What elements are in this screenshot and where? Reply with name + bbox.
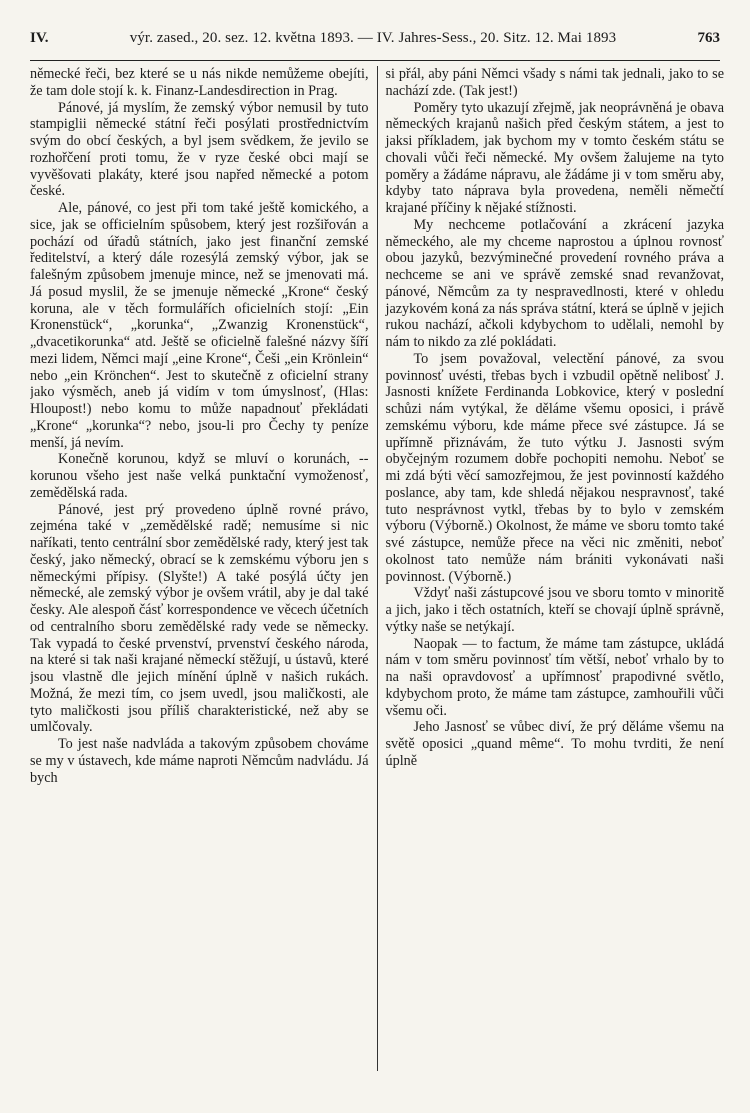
paragraph: Ale, pánové, co jest při tom také ještě komického, a sice, jak se officielním spůsobem, který jest rozšiřován a pochází od úřadů státních, jako jest finanční zemské ředitelství, a který dále rozesýlá zemský výbor, jak se falešným způsobem jmenuje mince, než se jmenovati má. Já posud myslil, že se jmenuje německé „Krone“ český koruna, ale v těch formulářích oficielních stojí: „Ein Kronenstück“, „korunka“, „Zwanzig Kronenstück“, „dvacetikorunka“ atd. Ještě se oficielně falešné názvy šíří mezi lidem, Němci mají „eine Krone“, Češi „ein Krönlein“ nebo „ein Krönchen“. Jest to skutečně z oficielní strany jako výsměch, aneb já vidím v tom úmyslnosť, (Hlas: Hloupost!) nebo komu to může napadnouť překládati „Krone“ „korunka“? nebo, jsou-li pro Čechy ty peníze menší, já nevím.: [30, 200, 369, 451]
paragraph: Konečně korunou, když se mluví o korunách, -- korunou všeho jest naše velká punktační vymoženosť, zemědělská rada.: [30, 451, 369, 501]
paragraph: My nechceme potlačování a zkrácení jazyka německého, ale my chceme naprostou a úplnou rovnosť obou jazyků, bezvýminečné provedení rovného práva a nechceme se ani ve správě zemské snad revanžovat, pánové, Němcům za ty nespravedlnosti, které v ohledu jazykovém koná za nás správa státní, která se úplně v jejich rukou nachází, ačkoli kdybychom to udělali, nemohl by nám to nikdo za zlé pokládati.: [385, 216, 724, 350]
paragraph: německé řeči, bez které se u nás nikde nemůžeme obejíti, že tam dole stojí k. k. Finanz-Landesdirection in Prag.: [30, 66, 369, 99]
paragraph: Naopak — to factum, že máme tam zástupce, ukládá nám v tom směru povinnosť tím větší, neboť vrhalo by to na naši opravdovosť a upřímnosť prapodivné světlo, kdybychom proto, že máme tam zástupce, zamhouřili vůči všemu oči.: [385, 635, 724, 719]
left-column: [30, 66, 377, 1071]
paragraph: To jsem považoval, velectění pánové, za svou povinnosť uvésti, třebas bych i vzbudil opětně nelibosť J. Jasnosti knížete Ferdinanda Lobkovice, který v poslední schůzi nám vytýkal, že děláme všemu oposici, i právě zemskému výboru, kde máme přece své zástupce. Já se upřímně přiznávám, že tuto výtku J. Jasnosti svým obyčejným rozumem dobře pochopiti nemohu. Neboť se mi zdá býti věcí samozřejmou, že jest povinností každého poslance, aby tam, kde shledá nějakou nespravnosť, také tuto nesprávnost vytkl, třebas by to bylo v zemském výboru (Výborně.) Okolnost, že máme ve sboru tomto také své zástupce, nemůže přece na věci nic změniti, neboť okolnost tato nemůže nám brániti vykonávati naši povinnost. (Výborně.): [385, 350, 724, 585]
volume-number: IV.: [30, 30, 49, 46]
paragraph: Pánové, jest prý provedeno úplně rovné právo, zejména také v „zemědělské radě; nemusíme si nic naříkati, tento centrální sbor zemědělské rady, který jest tak český, jako německý, obrací se k zemskému výboru jen s německými přípisy. (Slyšte!) A také posýlá účty jen německé, ale zemský výbor je ovšem vrátil, aby je dal také česky. Ale alespoň čásť korrespondence ve věcech účetních od centralního sboru zemědělské rady vede se německy. Tak vypadá to české prvenství, prvenství českého národa, na které si tak naši krajané německí stěžují, u ústavů, které jsou vlastně dle jejich mínění úplně v našich rukách. Možná, že mezi tím, co jsem uvedl, jsou maličkosti, ale tyto maličkosti jsou příliš charakteristické, než aby se umlčovaly.: [30, 501, 369, 736]
running-title: výr. zased., 20. sez. 12. května 1893. — IV. Jahres-Sess., 20. Sitz. 12. Mai 1893: [129, 30, 617, 46]
paragraph: Pánové, já myslím, že zemský výbor nemusil by tuto stampiglii německé státní řeči posýlati prostřednictvím svým do obcí českých, a byl jsem svědkem, že jevilo se rozhořčení proti tomu, že v ryze české obci mají se vyvěšovati plakáty, které jsou napřed německé a potom české.: [30, 99, 369, 200]
paragraph: si přál, aby páni Němci všady s námi tak jednali, jako to se nachází zde. (Tak jest!): [385, 66, 724, 99]
page-number: 763: [697, 30, 720, 46]
paragraph: Poměry tyto ukazují zřejmě, jak neoprávněná je obava německých krajanů našich před českým státem, a jest to jaksi příkladem, jak bychom my v tomto českém státu se chovali vůči řeči německé. My ovšem žalujeme na tyto poměry a žádáme nápravu, ale žádáme ji v tom směru aby, kdyby tato náprava byla provedena, neměli němečtí krajané příčiny k nějaké stížnosti.: [385, 99, 724, 216]
right-column: [378, 66, 725, 1071]
page-header: [30, 30, 720, 61]
paragraph: To jest naše nadvláda a takovým způsobem chováme se my v ústavech, kde máme naproti Němcům nadvládu. Já bych: [30, 736, 369, 786]
paragraph: Jeho Jasnosť se vůbec diví, že prý děláme všemu na světě oposici „quand même“. To mohu tvrditi, že není úplně: [385, 719, 724, 769]
paragraph: Vždyť naši zástupcové jsou ve sboru tomto v minoritě a jich, jako i těch ostatních, kteří se chovají úplně správně, výtky naše se netýkají.: [385, 585, 724, 635]
text-columns: [30, 66, 724, 1071]
